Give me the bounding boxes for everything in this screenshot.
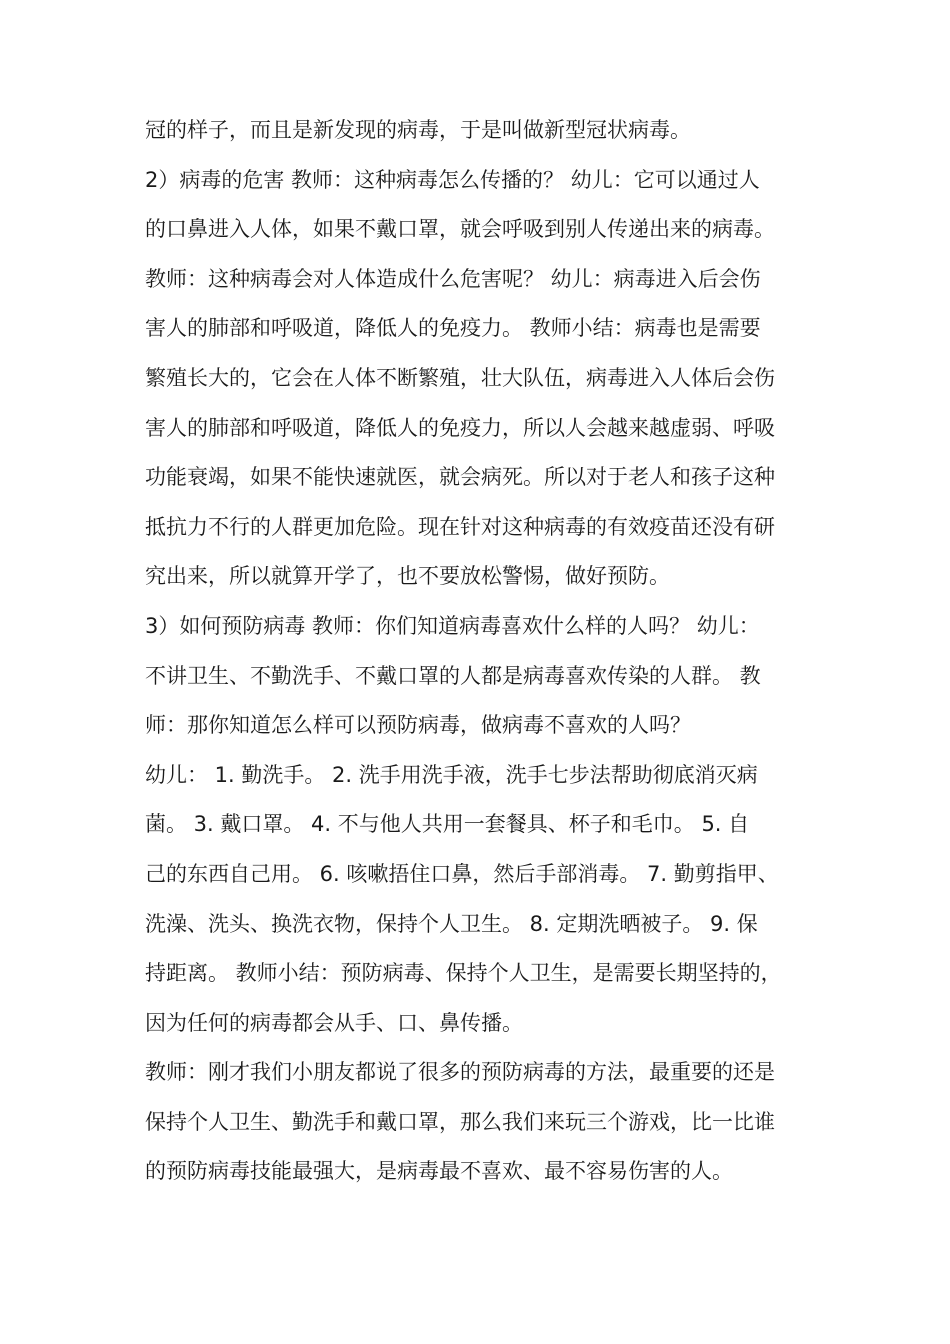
text-line: 不讲卫生、不勤洗手、不戴口罩的人都是病毒喜欢传染的人群。 教	[145, 663, 761, 688]
text-line: 冠的样子，而且是新发现的病毒，于是叫做新型冠状病毒。	[145, 118, 691, 142]
text-line: 菌。 3. 戴口罩。 4. 不与他人共用一套餐具、杯子和毛巾。 5. 自	[145, 812, 750, 837]
text-line: 洗澡、洗头、换洗衣物，保持个人卫生。 8. 定期洗晒被子。 9. 保	[145, 911, 758, 936]
text-line: 因为任何的病毒都会从手、口、鼻传播。	[145, 1010, 523, 1035]
paragraph-teacher-conclusion	[145, 1048, 815, 1197]
text-line: 抵抗力不行的人群更加危险。现在针对这种病毒的有效疫苗还没有研	[145, 514, 775, 539]
text-line: 究出来，所以就算开学了，也不要放松警惕，做好预防。	[145, 564, 670, 589]
paragraph-prevention-list	[145, 751, 815, 1049]
text-line: 的预防病毒技能最强大，是病毒最不喜欢、最不容易伤害的人。	[145, 1159, 733, 1184]
document-body	[145, 106, 815, 1197]
text-line: 持距离。 教师小结：预防病毒、保持个人卫生，是需要长期坚持的，	[145, 961, 782, 986]
text-line: 的口鼻进入人体，如果不戴口罩，就会呼吸到别人传递出来的病毒。	[145, 217, 775, 242]
text-line: 教师：刚才我们小朋友都说了很多的预防病毒的方法，最重要的还是	[145, 1060, 775, 1085]
text-line: 师：那你知道怎么样可以预防病毒，做病毒不喜欢的人吗？	[145, 713, 691, 738]
text-line: 教师：这种病毒会对人体造成什么危害呢？ 幼儿：病毒进入后会伤	[145, 266, 761, 291]
text-line: 害人的肺部和呼吸道，降低人的免疫力，所以人会越来越虚弱、呼吸	[145, 415, 775, 440]
text-line: 保持个人卫生、勤洗手和戴口罩，那么我们来玩三个游戏，比一比谁	[145, 1109, 775, 1134]
text-line: 害人的肺部和呼吸道，降低人的免疫力。 教师小结：病毒也是需要	[145, 316, 761, 341]
text-line: 3）如何预防病毒 教师：你们知道病毒喜欢什么样的人吗？ 幼儿：	[145, 613, 760, 638]
text-line: 己的东西自己用。 6. 咳嗽捂住口鼻，然后手部消毒。 7. 勤剪指甲、	[145, 861, 779, 886]
paragraph-virus-name-origin	[145, 106, 815, 156]
paragraph-virus-harm	[145, 156, 815, 602]
text-line: 功能衰竭，如果不能快速就医，就会病死。所以对于老人和孩子这种	[145, 465, 775, 490]
paragraph-prevention-question	[145, 602, 815, 751]
text-line: 幼儿： 1. 勤洗手。 2. 洗手用洗手液，洗手七步法帮助彻底消灭病	[145, 762, 758, 787]
text-line: 2）病毒的危害 教师：这种病毒怎么传播的？ 幼儿：它可以通过人	[145, 167, 760, 192]
text-line: 繁殖长大的，它会在人体不断繁殖，壮大队伍，病毒进入人体后会伤	[145, 365, 775, 390]
